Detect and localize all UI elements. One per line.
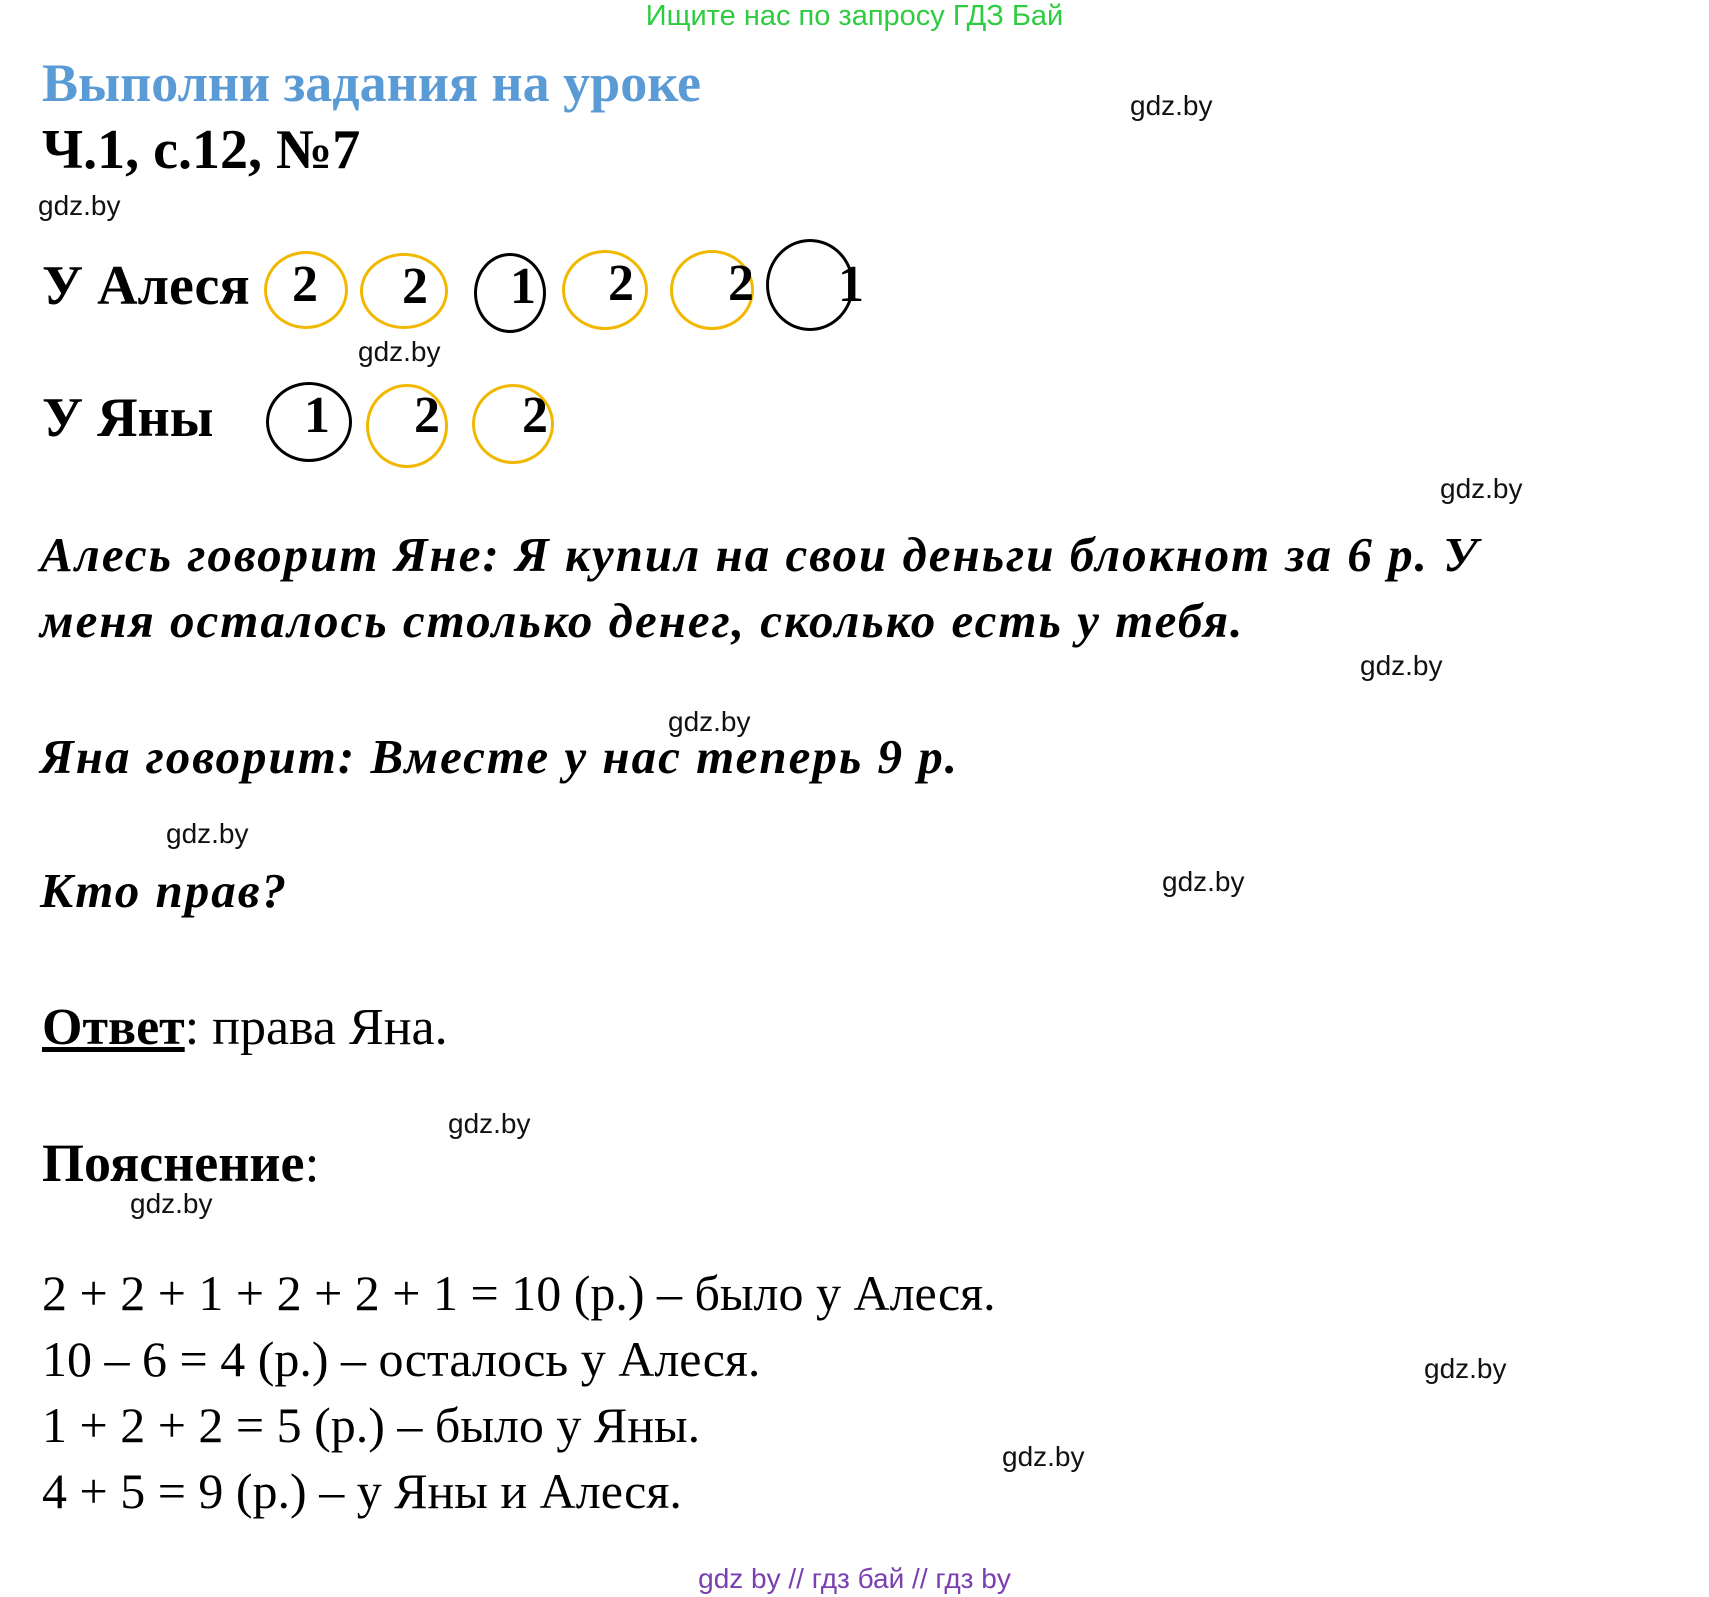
task-text-line-2: меня осталось столько денег, сколько есть у тебя. xyxy=(40,593,1245,648)
explanation-title xyxy=(42,1132,319,1194)
watermark: gdz.by xyxy=(1424,1353,1507,1384)
calc-line-4: 4 + 5 = 9 (р.) – у Яны и Алеся. xyxy=(42,1463,682,1519)
ales-coin-value: 2 xyxy=(728,255,754,312)
yana-statement: Яна говорит: Вместе у нас теперь 9 р. xyxy=(40,729,959,784)
yana-coin-value: 2 xyxy=(522,387,548,444)
ales-coin-value: 2 xyxy=(292,256,318,313)
watermark: gdz.by xyxy=(166,818,249,849)
calc-line-3: 1 + 2 + 2 = 5 (р.) – было у Яны. xyxy=(42,1397,701,1453)
watermark: gdz.by xyxy=(1360,650,1443,681)
yana-coin-value: 1 xyxy=(304,387,330,444)
ales-coin-value: 1 xyxy=(510,258,536,315)
answer-text: : права Яна. xyxy=(184,999,448,1056)
answer-label: Ответ xyxy=(42,999,185,1056)
top-banner: Ищите нас по запросу ГДЗ Бай xyxy=(645,0,1064,32)
yana-coin-value: 2 xyxy=(414,387,440,444)
task-reference: Ч.1, с.12, №7 xyxy=(42,119,361,181)
watermark: gdz.by xyxy=(1162,866,1245,897)
explanation-label: Пояснение xyxy=(42,1133,305,1193)
watermark: gdz.by xyxy=(448,1108,531,1139)
calc-line-1: 2 + 2 + 1 + 2 + 2 + 1 = 10 (р.) – было у Алеся. xyxy=(42,1265,996,1321)
footer: gdz by // гдз бай // гдз by xyxy=(698,1563,1011,1594)
ales-coin-value: 2 xyxy=(402,258,428,315)
ales-coin-2 xyxy=(562,250,648,330)
question: Кто прав? xyxy=(40,863,289,918)
task-text-line-1: Алесь говорит Яне: Я купил на свои деньги блокнот за 6 р. У xyxy=(40,527,1480,582)
calc-line-2: 10 – 6 = 4 (р.) – осталось у Алеся. xyxy=(42,1331,761,1387)
watermark: gdz.by xyxy=(1002,1441,1085,1472)
watermark: gdz.by xyxy=(1440,473,1523,504)
page-heading: Выполни задания на уроке xyxy=(42,53,701,113)
yana-label: У Яны xyxy=(42,387,214,449)
ales-coin-value: 1 xyxy=(838,256,864,313)
answer xyxy=(42,998,448,1057)
watermark: gdz.by xyxy=(130,1188,213,1219)
watermark: gdz.by xyxy=(668,706,751,737)
ales-coin-value: 2 xyxy=(608,255,634,312)
explanation-colon: : xyxy=(304,1133,320,1193)
watermark: gdz.by xyxy=(38,190,121,221)
watermark: gdz.by xyxy=(358,336,441,367)
ales-label: У Алеся xyxy=(42,255,250,317)
watermark: gdz.by xyxy=(1130,90,1213,121)
